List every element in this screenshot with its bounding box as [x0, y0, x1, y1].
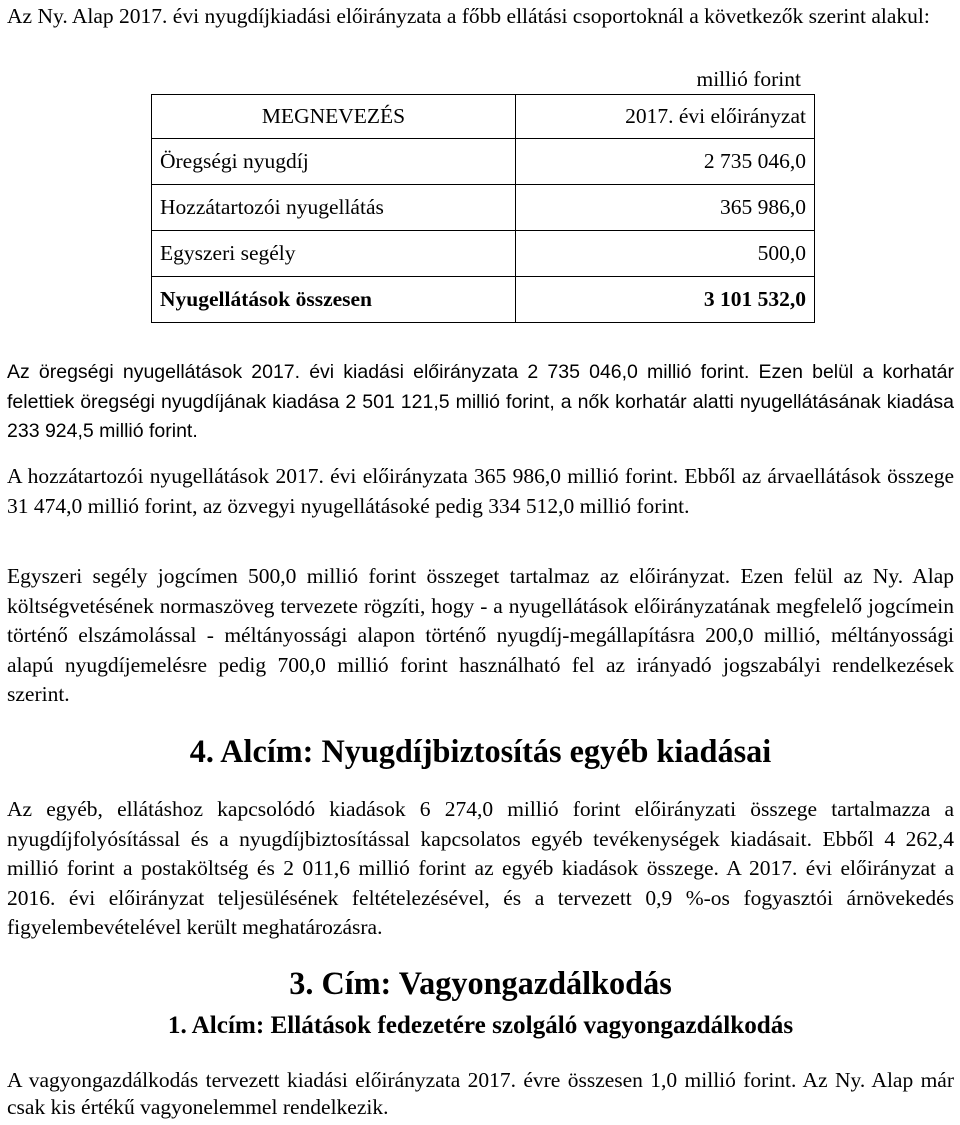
section-heading-other-expenses: 4. Alcím: Nyugdíjbiztosítás egyéb kiadásai: [189, 733, 772, 769]
paragraph-old-age-pension: Az öregségi nyugellátások 2017. évi kiadási előirányzata 2 735 046,0 millió forint. Ezen belül a korhatár felettiek öregségi nyugdíjának kiadása 2 501 121,5 millió forint, a nők korhatár alatti nyugellátásának kiadása 233 924,5 millió forint.: [7, 361, 954, 442]
paragraph-survivor-pension: A hozzátartozói nyugellátások 2017. évi előirányzata 365 986,0 millió forint. Ebből az árvaellátások összege 31 474,0 millió forint, az özvegyi nyugellátásoké pedig 334 512,0 millió forint.: [7, 464, 954, 518]
row-name: Hozzátartozói nyugellátás: [152, 185, 516, 231]
paragraph-other-expenses: Az egyéb, ellátáshoz kapcsolódó kiadások 6 274,0 millió forint előirányzati összege tartalmazza a nyugdíjfolyósítással és a nyugdíjbiztosítással kapcsolatos egyéb tevékenységek kiadásait. Ebből 4 262,4 millió forint a postaköltség és 2 011,6 millió forint az egyéb kiadások összege. A 2017. évi előirányzat a 2016. évi előirányzat teljesülésének feltételezésével, és a tervezett 0,9 %-os fogyasztói árnövekedés figyelembevételével került meghatározásra.: [7, 797, 954, 939]
row-value: 2 735 046,0: [515, 139, 814, 185]
budget-table: [151, 94, 815, 323]
table-row: [152, 185, 815, 231]
intro-paragraph: Az Ny. Alap 2017. évi nyugdíjkiadási előirányzata a főbb ellátási csoportoknál a következők szerint alakul:: [7, 4, 930, 28]
table-header-name: MEGNEVEZÉS: [152, 95, 516, 139]
row-name: Egyszeri segély: [152, 231, 516, 277]
paragraph-one-off-aid: Egyszeri segély jogcímen 500,0 millió forint összeget tartalmaz az előirányzat. Ezen felül az Ny. Alap költségvetésének normaszöveg tervezete rögzíti, hogy - a nyugellátások előirányzatának megfelelő jogcímein történő elszámolással - méltányossági alapon történő nyugdíj-megállapításra 200,0 millió, méltányossági alapú nyugdíjemelésre pedig 700,0 millió forint használható fel az irányadó jogszabályi rendelkezések szerint.: [7, 564, 954, 706]
table-header-row: [152, 95, 815, 139]
total-value: 3 101 532,0: [515, 277, 814, 323]
subsection-heading-asset-management: 1. Alcím: Ellátások fedezetére szolgáló vagyongazdálkodás: [167, 1012, 794, 1039]
table-total-row: [152, 277, 815, 323]
section-heading-asset-management: 3. Cím: Vagyongazdálkodás: [289, 965, 672, 1001]
row-value: 500,0: [515, 231, 814, 277]
table-header-value: 2017. évi előirányzat: [515, 95, 814, 139]
document-page: [7, 0, 954, 1119]
table-row: [152, 139, 815, 185]
row-name: Öregségi nyugdíj: [152, 139, 516, 185]
paragraph-asset-management: A vagyongazdálkodás tervezett kiadási előirányzata 2017. évre összesen 1,0 millió forint. Az Ny. Alap már csak kis értékű vagyonelemmel rendelkezik.: [7, 1068, 954, 1119]
row-value: 365 986,0: [515, 185, 814, 231]
total-name: Nyugellátások összesen: [152, 277, 516, 323]
unit-label: millió forint: [696, 67, 801, 91]
table-row: [152, 231, 815, 277]
